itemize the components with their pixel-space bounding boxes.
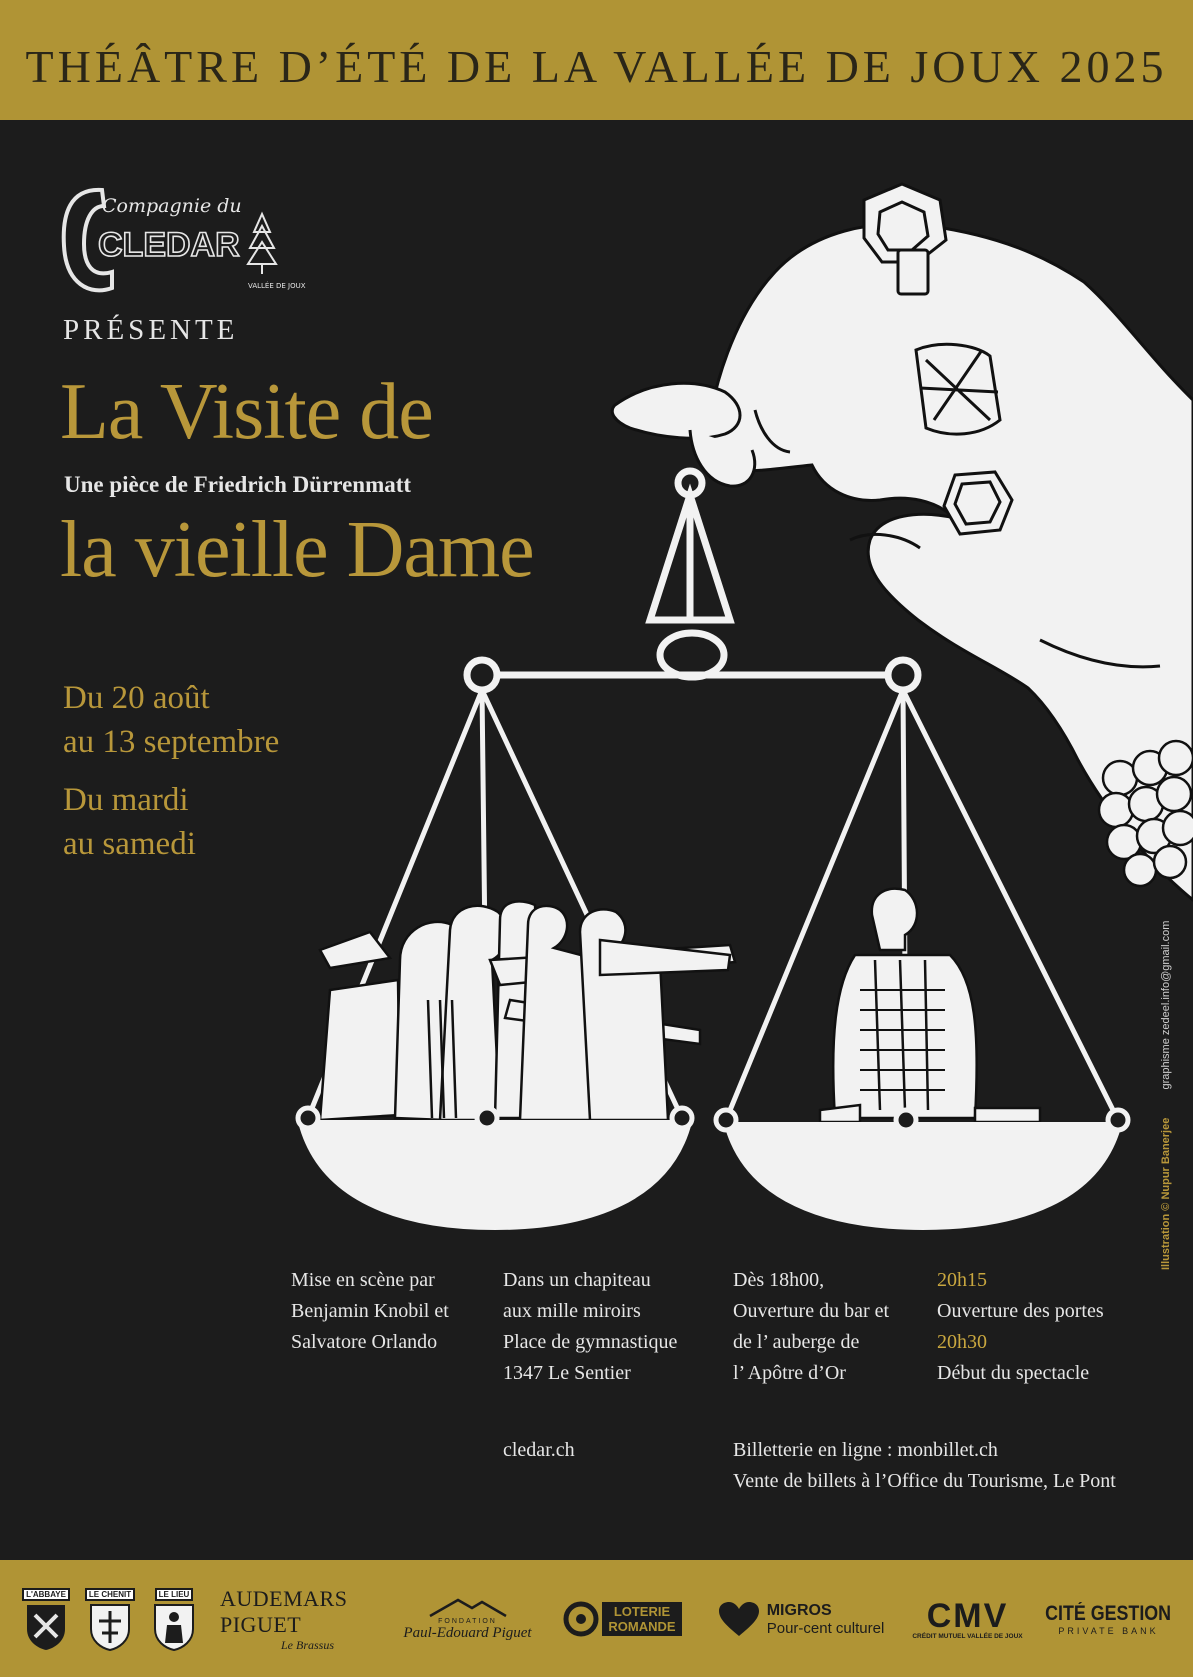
- direction-info: [291, 1265, 449, 1358]
- play-title-line2: la vieille Dame: [60, 506, 534, 594]
- logo-text-side: VALLÉE DE JOUX: [248, 282, 306, 290]
- logo-text-main: CLEDAR: [98, 226, 240, 264]
- loterie-line1: LOTERIE: [613, 1604, 671, 1619]
- dates-line1: Du 20 août: [63, 680, 210, 716]
- sponsor-abbaye: [22, 1587, 70, 1651]
- direction-line: Salvatore Orlando: [291, 1331, 438, 1353]
- sponsor-fondation-piguet: [400, 1587, 535, 1651]
- schedule: [63, 676, 279, 866]
- fondation-label: FONDATION: [438, 1618, 497, 1625]
- bar-line: Dès 18h00,: [733, 1269, 825, 1291]
- cite-name: CITÉ GESTION: [1045, 1602, 1172, 1625]
- show-time: 20h30: [937, 1331, 987, 1353]
- venue-line: 1347 Le Sentier: [503, 1362, 631, 1384]
- bar-line: de l’ auberge de: [733, 1331, 860, 1353]
- ticketing-info: [733, 1435, 1116, 1497]
- days-line1: Du mardi: [63, 782, 189, 818]
- illustration-credit: [1160, 921, 1172, 1270]
- chenit-crest-icon: [89, 1603, 131, 1651]
- show-label: Début du spectacle: [937, 1362, 1090, 1384]
- cite-sub: PRIVATE BANK: [1058, 1626, 1159, 1636]
- cledar-logo: [62, 184, 306, 306]
- heart-icon: [717, 1600, 761, 1638]
- bar-line: l’ Apôtre d’Or: [733, 1362, 846, 1384]
- website-link[interactable]: cledar.ch: [503, 1439, 575, 1461]
- sponsor-loterie-romande: [558, 1587, 688, 1651]
- cmv-sub: CRÉDIT MUTUEL VALLÉE DE JOUX: [912, 1632, 1023, 1640]
- ticketing-office: Vente de billets à l’Office du Tourisme, Le Pont: [733, 1470, 1116, 1492]
- mountain-icon: [428, 1596, 508, 1618]
- dates-line2: au 13 septembre: [63, 724, 280, 760]
- chenit-label: LE CHENIT: [85, 1588, 135, 1601]
- loterie-label: [602, 1602, 681, 1636]
- ap-sub: Le Brassus: [280, 1637, 334, 1652]
- venue-info: [503, 1265, 677, 1389]
- lieu-crest-icon: [153, 1603, 195, 1651]
- fondation-name: Paul-Edouard Piguet: [403, 1625, 532, 1641]
- loterie-line2: ROMANDE: [608, 1619, 676, 1634]
- times-info: [937, 1265, 1104, 1389]
- sponsor-chenit: [86, 1587, 134, 1651]
- direction-line: Benjamin Knobil et: [291, 1300, 449, 1322]
- header-band: [0, 0, 1193, 120]
- ticketing-online[interactable]: Billetterie en ligne : monbillet.ch: [733, 1439, 998, 1461]
- logo-text-top: Compagnie du: [102, 195, 242, 217]
- venue-line: Dans un chapiteau: [503, 1269, 651, 1291]
- days-line2: au samedi: [63, 826, 196, 862]
- venue-line: aux mille miroirs: [503, 1300, 641, 1322]
- play-title-line1: La Visite de: [60, 368, 433, 456]
- lieu-label: LE LIEU: [155, 1588, 194, 1601]
- bar-line: Ouverture du bar et: [733, 1300, 890, 1322]
- sponsor-audemars-piguet: [220, 1587, 395, 1651]
- ap-name: AUDEMARS PIGUET: [220, 1585, 348, 1637]
- bar-info: [733, 1265, 889, 1389]
- sponsor-lieu: [150, 1587, 198, 1651]
- festival-title: THÉÂTRE D’ÉTÉ DE LA VALLÉE DE JOUX 2025: [25, 41, 1168, 92]
- play-author: Une pièce de Friedrich Dürrenmatt: [64, 472, 412, 497]
- direction-line: Mise en scène par: [291, 1269, 435, 1291]
- sponsor-cite-gestion: [1046, 1587, 1171, 1651]
- presents-label: PRÉSENTE: [63, 314, 239, 346]
- abbaye-label: L'ABBAYE: [22, 1588, 70, 1601]
- migros-sub: Pour-cent culturel: [766, 1619, 885, 1637]
- loterie-logo-icon: [564, 1602, 598, 1636]
- scales-illustration: [300, 180, 1193, 1240]
- doors-label: Ouverture des portes: [937, 1300, 1104, 1322]
- cmv-name: CMV: [926, 1596, 1009, 1635]
- doors-time: 20h15: [937, 1269, 987, 1291]
- migros-name: MIGROS: [766, 1601, 832, 1619]
- sponsor-migros: [708, 1587, 893, 1651]
- abbaye-crest-icon: [25, 1603, 67, 1651]
- illustration-credit-text: Illustration © Nupur Banerjee: [1160, 1117, 1172, 1270]
- sponsor-cmv: [905, 1587, 1030, 1651]
- venue-line: Place de gymnastique: [503, 1331, 678, 1353]
- graphisme-credit-text: graphisme zedeel.info@gmail.com: [1160, 920, 1172, 1090]
